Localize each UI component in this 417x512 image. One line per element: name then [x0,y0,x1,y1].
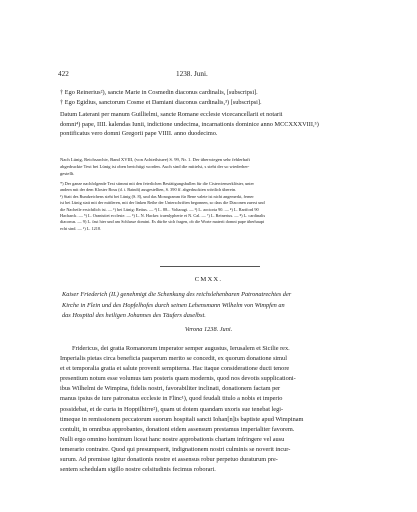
charter-text [60,344,365,475]
dating-line: Datum Laterani per manum Guillielmi, sancte Romane ecclesie vicecancellarii et notarii [60,111,283,118]
footnote-line: die Nacheile ersichtlich ist. — ¹) bei Lünig: Retius. — ²) L. 88... Voltaragi. — ³) L. aoctoria 90. — ⁴) L. Rartford 90 [60,206,259,212]
regest-summary [62,290,362,322]
running-year: 1238. Juni. [176,70,208,78]
charter-line: presentium notum esse volumus tam posteris quam modernis, quod nos devotis supplicationi- [60,375,296,383]
charter-line: Imperialis pietas circa beneficia pauperum merito se concedit, ex quorum donatione simul [60,355,287,363]
charter-line: manus ipsius de iure patronatus ecclesie in Flinc¹), quod feudali titulo a nobis et imperio [60,395,283,403]
charter-line: contulit, in omnibus approbantes, donationi eidem assensum prestamus imperialiter favorem. [60,425,295,433]
source-note-line: gestellt. [60,170,75,176]
footnote-line: andern mit der dem Kloster Bosu (d. i. Baindt) ausgestellten, S. 390 ff. abgedruckten wörtlich überein. [60,187,237,193]
footnote-line: diaconus. — 9) L. fast hier und am Schlusse domini. Es dürfte sich fragen, ob die Worte materii domni pape überhaupt [60,219,265,225]
charter-line: possidebat, et de curia in Hoppilhirre²), quam ut dotem quandam uxoris sue tenebat legi- [60,405,284,413]
source-note-line: Nach Lünig, Reichsarchiv, Band XVIII, (von Achteilstuee) S. 99, Nr. 1. Der überwiegen sehr fehlerhaft [60,157,250,162]
source-note [60,157,360,177]
charter-line: et et temporalia gratia et salute provenit sempiterna. Hac itaque consideratione ducti tenore [60,365,290,373]
charter-line: sentem schedulam sigillo nostre celsitudinis fecimus roborari. [60,466,216,474]
footnote-line: *) Der ganze nachfolgende Text stimmt mit den feierlichen Bestätigungsbullen für die Cistercienserklöster, unter [60,181,254,186]
charter-line: temerario contraire. Quod qui presumpserit, indignationem nostri culminis se noverit incur- [60,445,291,453]
section-divider [160,266,260,267]
signature-line: † Ego Egidius, sanctorum Cosme et Damiani diaconus cardinalis,³) [subscripsi]. [60,99,262,106]
footnote-line: Hacharck. — ⁵) L. Oranistiet ecclesie. — ⁶) L. N. Hacker. iraenlypherie et N. Cal. — ⁷) L. Reinerius. — ⁸) L. cardinalis [60,213,266,219]
page-number: 422 [58,70,69,78]
charter-line: Nulli ergo omnino hominum liceat hanc nostre approbationis chartam infringere vel ausu [60,435,285,443]
dating-line: pontificatus vero domni Gregorii pape VIIII. anno duodecimo. [60,130,218,137]
source-note-line: abgedruckte Text bei Lünig ist oben berichtigt worden. Auch sind die mittelst, s steht der so wiederher- [60,163,250,169]
footnote-line: ¹) Statt des Rundzeichens steht bei Lünig (S. 8), und das Monogramm für Bene valete ist nicht angemerkt, ferner [60,193,254,199]
charter-line: surum. Ad premisse igitur donationis nostre et assensus robur perpetuo duraturum pre- [60,456,278,464]
footnotes [60,181,360,232]
regest-line: das Hospital des heiligen Johannes des Täufers daselbst. [62,312,206,319]
regest-line: Kirche in Flein und des Hopfelhofes durch seinen Lehensmann Wilhelm von Wimpfen an [62,301,285,309]
charter-line: ibus Wilhelmi de Wimpina, fidelis nostri, favorabiliter inclinati, donationem factam per [60,385,281,393]
charter-line: Fridericus, dei gratia Romanorum imperator semper augustus, Ierusalem et Sicilie rex. [72,345,290,352]
document-number: CMXX. [194,276,223,283]
charter-line: timeque in remissionem peccatorum suorum hospitali sancti Iohan[n]is baptiste apud Wimpinam [60,415,304,423]
place-date: Verona 1238. Juni. [184,326,233,333]
dating-line: domni⁴) pape, IIII. kalendas Iunii, indictione undecima, incarnationis dominice anno MCCXXXVIII,⁵) [60,120,319,128]
footnote-line: ist bei Lünig statt mit der mittleren, mit der linken Reihe der Unterschriften begonnen, so dass die Diaconen zuerst und [60,200,265,206]
regest-line: Kaiser Friederich (II.) genehmigt die Schenkung des reichslehenbaren Patronatrechtes der [62,291,292,298]
footnote-line: echt sind. — ¹) L. 1218. [60,225,102,231]
signature-line: † Ego Reinerius²), sancte Marie in Cosmedin diaconus cardinalis, [subscripsi]. [60,89,258,96]
dating-clause [60,110,360,139]
